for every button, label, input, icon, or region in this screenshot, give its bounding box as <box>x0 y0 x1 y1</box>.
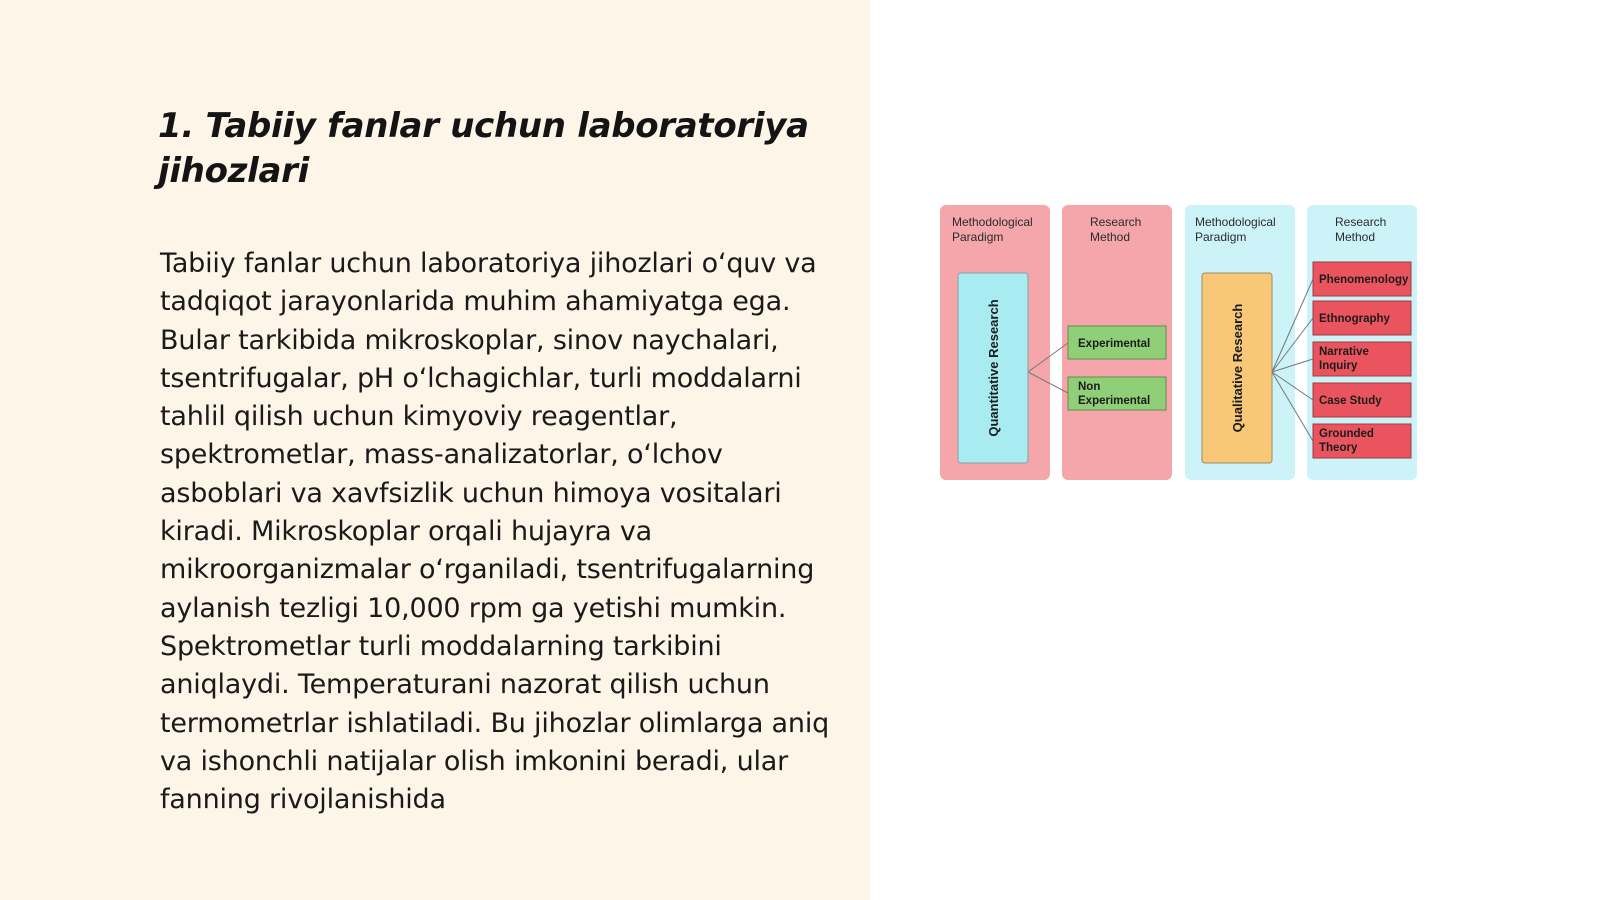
method-experimental-label: Experimental <box>1078 338 1151 350</box>
header-col1: Methodological Paradigm <box>952 215 1033 244</box>
method-non-experimental-label: Non Experimental <box>1078 381 1151 407</box>
method-phenomenology-label: Phenomenology <box>1319 274 1409 286</box>
header-col2: Research Method <box>1090 215 1142 244</box>
research-paradigm-diagram <box>940 200 1450 495</box>
header-col3: Methodological Paradigm <box>1195 215 1276 244</box>
method-grounded-theory-label: Grounded Theory <box>1319 428 1374 454</box>
method-case-study-label: Case Study <box>1319 395 1382 407</box>
slide-body-text: Tabiiy fanlar uchun laboratoriya jihozlari o‘quv va tadqiqot jarayonlarida muhim ahamiyatga ega. Bular tarkibida mikroskoplar, sinov naychalari, tsentrifugalar, pH o‘lchagichlar, turli moddalarni tahlil qilish uchun kimyoviy reagentlar, spektrometlar, mass-analizatorlar, o‘lchov asboblari va xavfsizlik uchun himoya vositalari kiradi. Mikroskoplar orqali hujayra va mikroorganizmalar o‘rganiladi, tsentrifugalarning aylanish tezligi 10,000 rpm ga yetishi mumkin. Spektrometlar turli moddalarning tarkibini aniqlaydi. Temperaturani nazorat qilish uchun termometrlar ishlatiladi. Bu jihozlar olimlarga aniq va ishonchli natijalar olish imkonini beradi, ular fanning rivojlanishida <box>160 248 830 816</box>
header-col4: Research Method <box>1335 215 1387 244</box>
method-ethnography-label: Ethnography <box>1319 313 1390 325</box>
method-narrative-inquiry-label: Narrative Inquiry <box>1319 346 1369 372</box>
quantitative-research-label: Quantitative Research <box>986 299 1001 437</box>
slide-title: 1. Tabiiy fanlar uchun laboratoriya jihozlari <box>158 106 809 191</box>
qualitative-research-label: Qualitative Research <box>1230 303 1245 433</box>
